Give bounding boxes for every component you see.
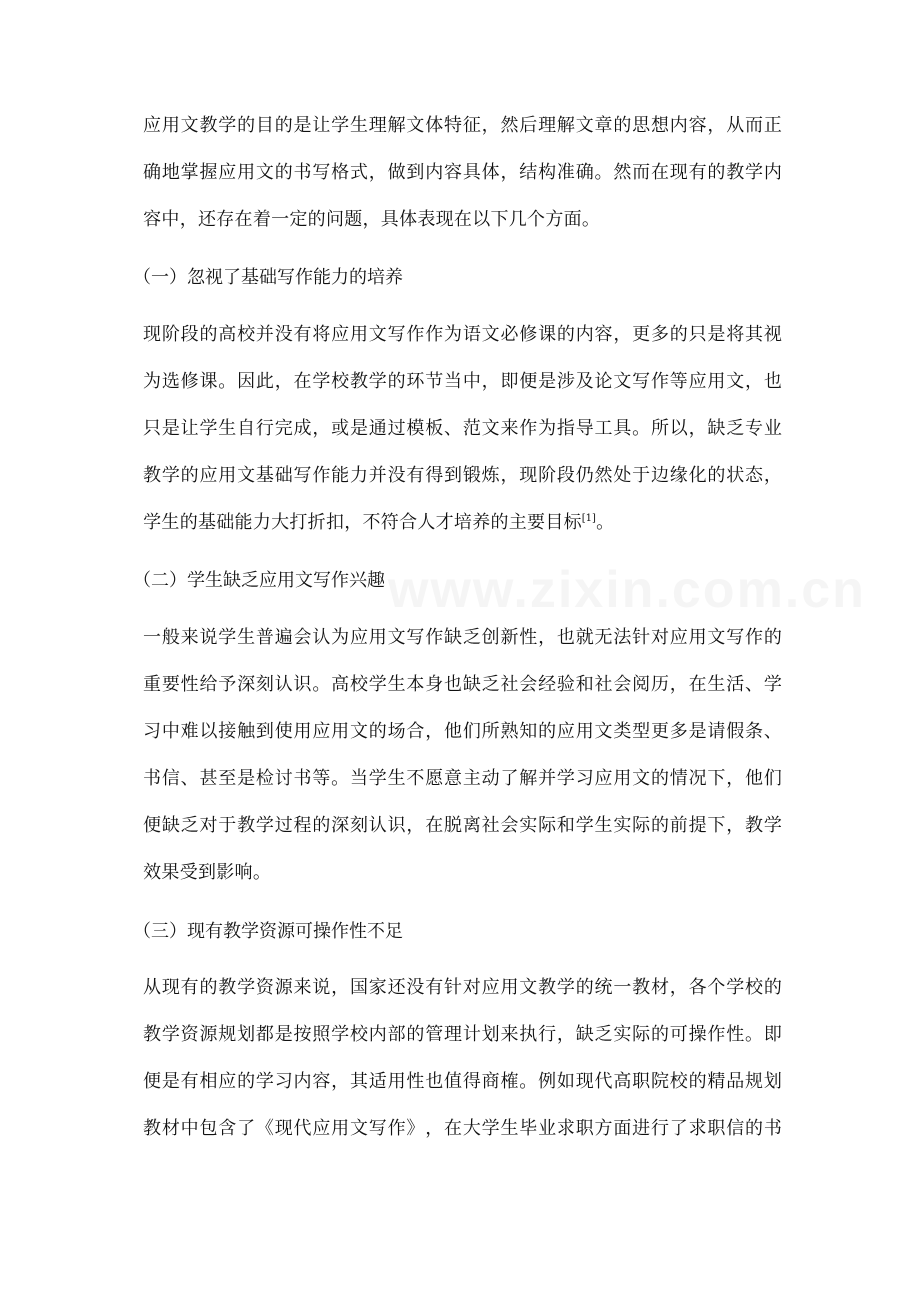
paragraph-line: 习中难以接触到使用应用文的场合，他们所熟知的应用文类型更多是请假条、: [143, 721, 782, 742]
paragraph-line: 从现有的教学资源来说，国家还没有针对应用文教学的统一教材，各个学校的: [143, 977, 782, 998]
citation-ref[interactable]: [1]: [581, 513, 596, 524]
paragraph-line: 只是让学生自行完成，或是通过模板、范文来作为指导工具。所以，缺乏专业: [143, 418, 782, 439]
paragraph-line: 容中，还存在着一定的问题，具体表现在以下几个方面。: [143, 209, 600, 230]
paragraph-line: 书信、甚至是检讨书等。当学生不愿意主动了解并学习应用文的情况下，他们: [143, 768, 782, 789]
paragraph-line: 效果受到影响。: [143, 862, 271, 883]
paragraph-line: 教学资源规划都是按照学校内部的管理计划来执行，缺乏实际的可操作性。即: [143, 1024, 782, 1045]
paragraph-line: 教材中包含了《现代应用文写作》，在大学生毕业求职方面进行了求职信的书: [143, 1118, 782, 1139]
paragraph-end: 。: [596, 512, 615, 533]
section-heading: （二）学生缺乏应用文写作兴趣: [133, 570, 385, 591]
paragraph-line: 重要性给予深刻认识。高校学生本身也缺乏社会经验和社会阅历，在生活、学: [143, 674, 782, 695]
watermark: www.zixin.com.cn: [388, 561, 866, 619]
paragraph-line: 便缺乏对于教学过程的深刻认识，在脱离社会实际和学生实际的前提下，教学: [143, 815, 782, 836]
paragraph-line: 便是有相应的学习内容，其适用性也值得商榷。例如现代高职院校的精品规划: [143, 1071, 782, 1092]
paragraph-line: 为选修课。因此，在学校教学的环节当中，即便是涉及论文写作等应用文，也: [143, 371, 782, 392]
paragraph-line: 现阶段的高校并没有将应用文写作作为语文必修课的内容，更多的只是将其视: [143, 324, 782, 345]
section-heading: （三）现有教学资源可操作性不足: [133, 921, 403, 942]
paragraph-line: 确地掌握应用文的书写格式，做到内容具体，结构准确。然而在现有的教学内: [143, 162, 782, 183]
paragraph-text: 学生的基础能力大打折扣，不符合人才培养的主要目标: [143, 512, 582, 533]
paragraph-line-last: [143, 511, 783, 535]
paragraph-line: 一般来说学生普遍会认为应用文写作缺乏创新性，也就无法针对应用文写作的: [143, 627, 782, 648]
paragraph-line: 应用文教学的目的是让学生理解文体特征，然后理解文章的思想内容，从而正: [143, 115, 782, 136]
section-heading: （一）忽视了基础写作能力的培养: [133, 267, 403, 288]
paragraph-line: 教学的应用文基础写作能力并没有得到锻炼，现阶段仍然处于边缘化的状态，: [143, 465, 782, 486]
